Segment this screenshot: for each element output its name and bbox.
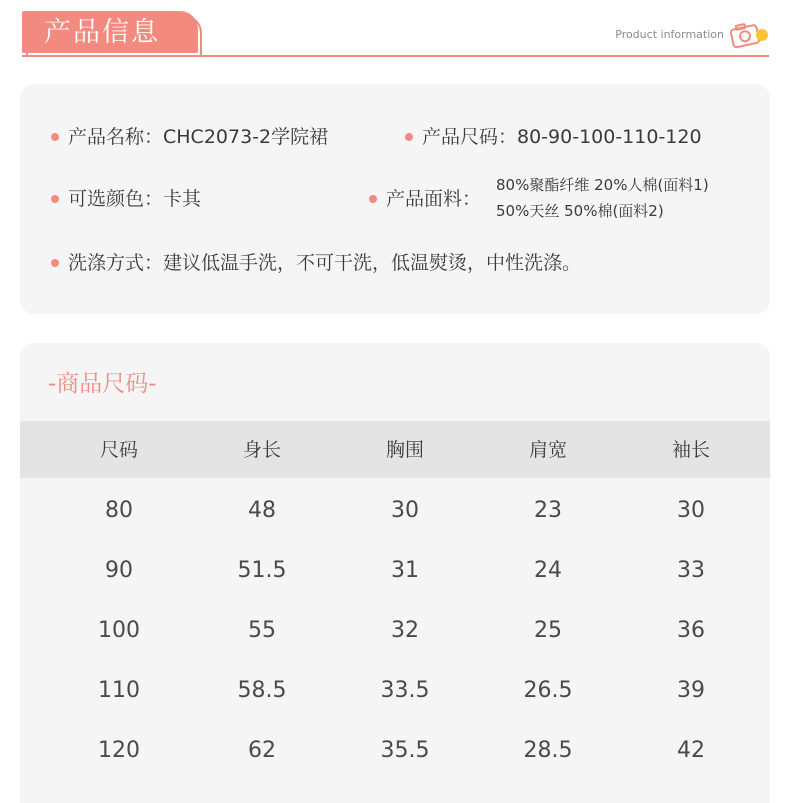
table-cell: 32: [391, 618, 419, 643]
table-header-shoulder: 肩宽: [528, 439, 567, 461]
camera-icon: [728, 20, 772, 50]
table-cell: 51.5: [237, 558, 287, 583]
table-cell: 55: [248, 618, 276, 643]
table-header-chest: 胸围: [385, 439, 424, 461]
table-cell: 33.5: [380, 678, 430, 703]
product-name: 产品名称：CHC2073-2学院裙: [68, 126, 329, 148]
table-cell: 35.5: [380, 738, 430, 763]
wash-instructions: 洗涤方式：建议低温手洗，不可干洗，低温熨烫，中性洗涤。: [68, 252, 582, 274]
bullet-dot: [51, 133, 59, 141]
page-title: 产品信息: [44, 17, 160, 48]
bullet-dot: [51, 259, 59, 267]
table-header-length: 身长: [242, 439, 281, 461]
table-cell: 25: [534, 618, 562, 643]
table-cell: 100: [98, 618, 140, 643]
bullet-dot: [51, 195, 59, 203]
table-cell: 33: [677, 558, 705, 583]
table-cell: 39: [677, 678, 705, 703]
size-title: -商品尺码-: [48, 371, 157, 397]
product-color: 可选颜色：卡其: [68, 188, 202, 210]
table-cell: 110: [98, 678, 140, 703]
table-cell: 23: [534, 498, 562, 523]
product-size: 产品尺码：80-90-100-110-120: [422, 126, 702, 148]
bullet-dot: [369, 195, 377, 203]
table-cell: 48: [248, 498, 276, 523]
table-cell: 28.5: [523, 738, 573, 763]
table-header-size: 尺码: [99, 439, 138, 461]
product-fabric-label: 产品面料：: [386, 188, 482, 210]
product-fabric-line1: 80%聚酯纤维 20%人棉(面料1): [496, 176, 709, 194]
table-cell: 36: [677, 618, 705, 643]
table-cell: 30: [391, 498, 419, 523]
bullet-dot: [405, 133, 413, 141]
table-cell: 80: [105, 498, 133, 523]
table-cell: 30: [677, 498, 705, 523]
table-cell: 26.5: [523, 678, 573, 703]
product-fabric-line2: 50%天丝 50%棉(面料2): [496, 202, 664, 220]
table-cell: 42: [677, 738, 705, 763]
table-cell: 24: [534, 558, 562, 583]
header-divider: [22, 55, 769, 57]
table-cell: 58.5: [237, 678, 287, 703]
header-subtitle: Product information: [615, 28, 724, 41]
table-cell: 90: [105, 558, 133, 583]
table-cell: 120: [98, 738, 140, 763]
table-cell: 31: [391, 558, 419, 583]
table-header-sleeve: 袖长: [671, 439, 710, 461]
table-cell: 62: [248, 738, 276, 763]
section-header: [0, 0, 790, 70]
